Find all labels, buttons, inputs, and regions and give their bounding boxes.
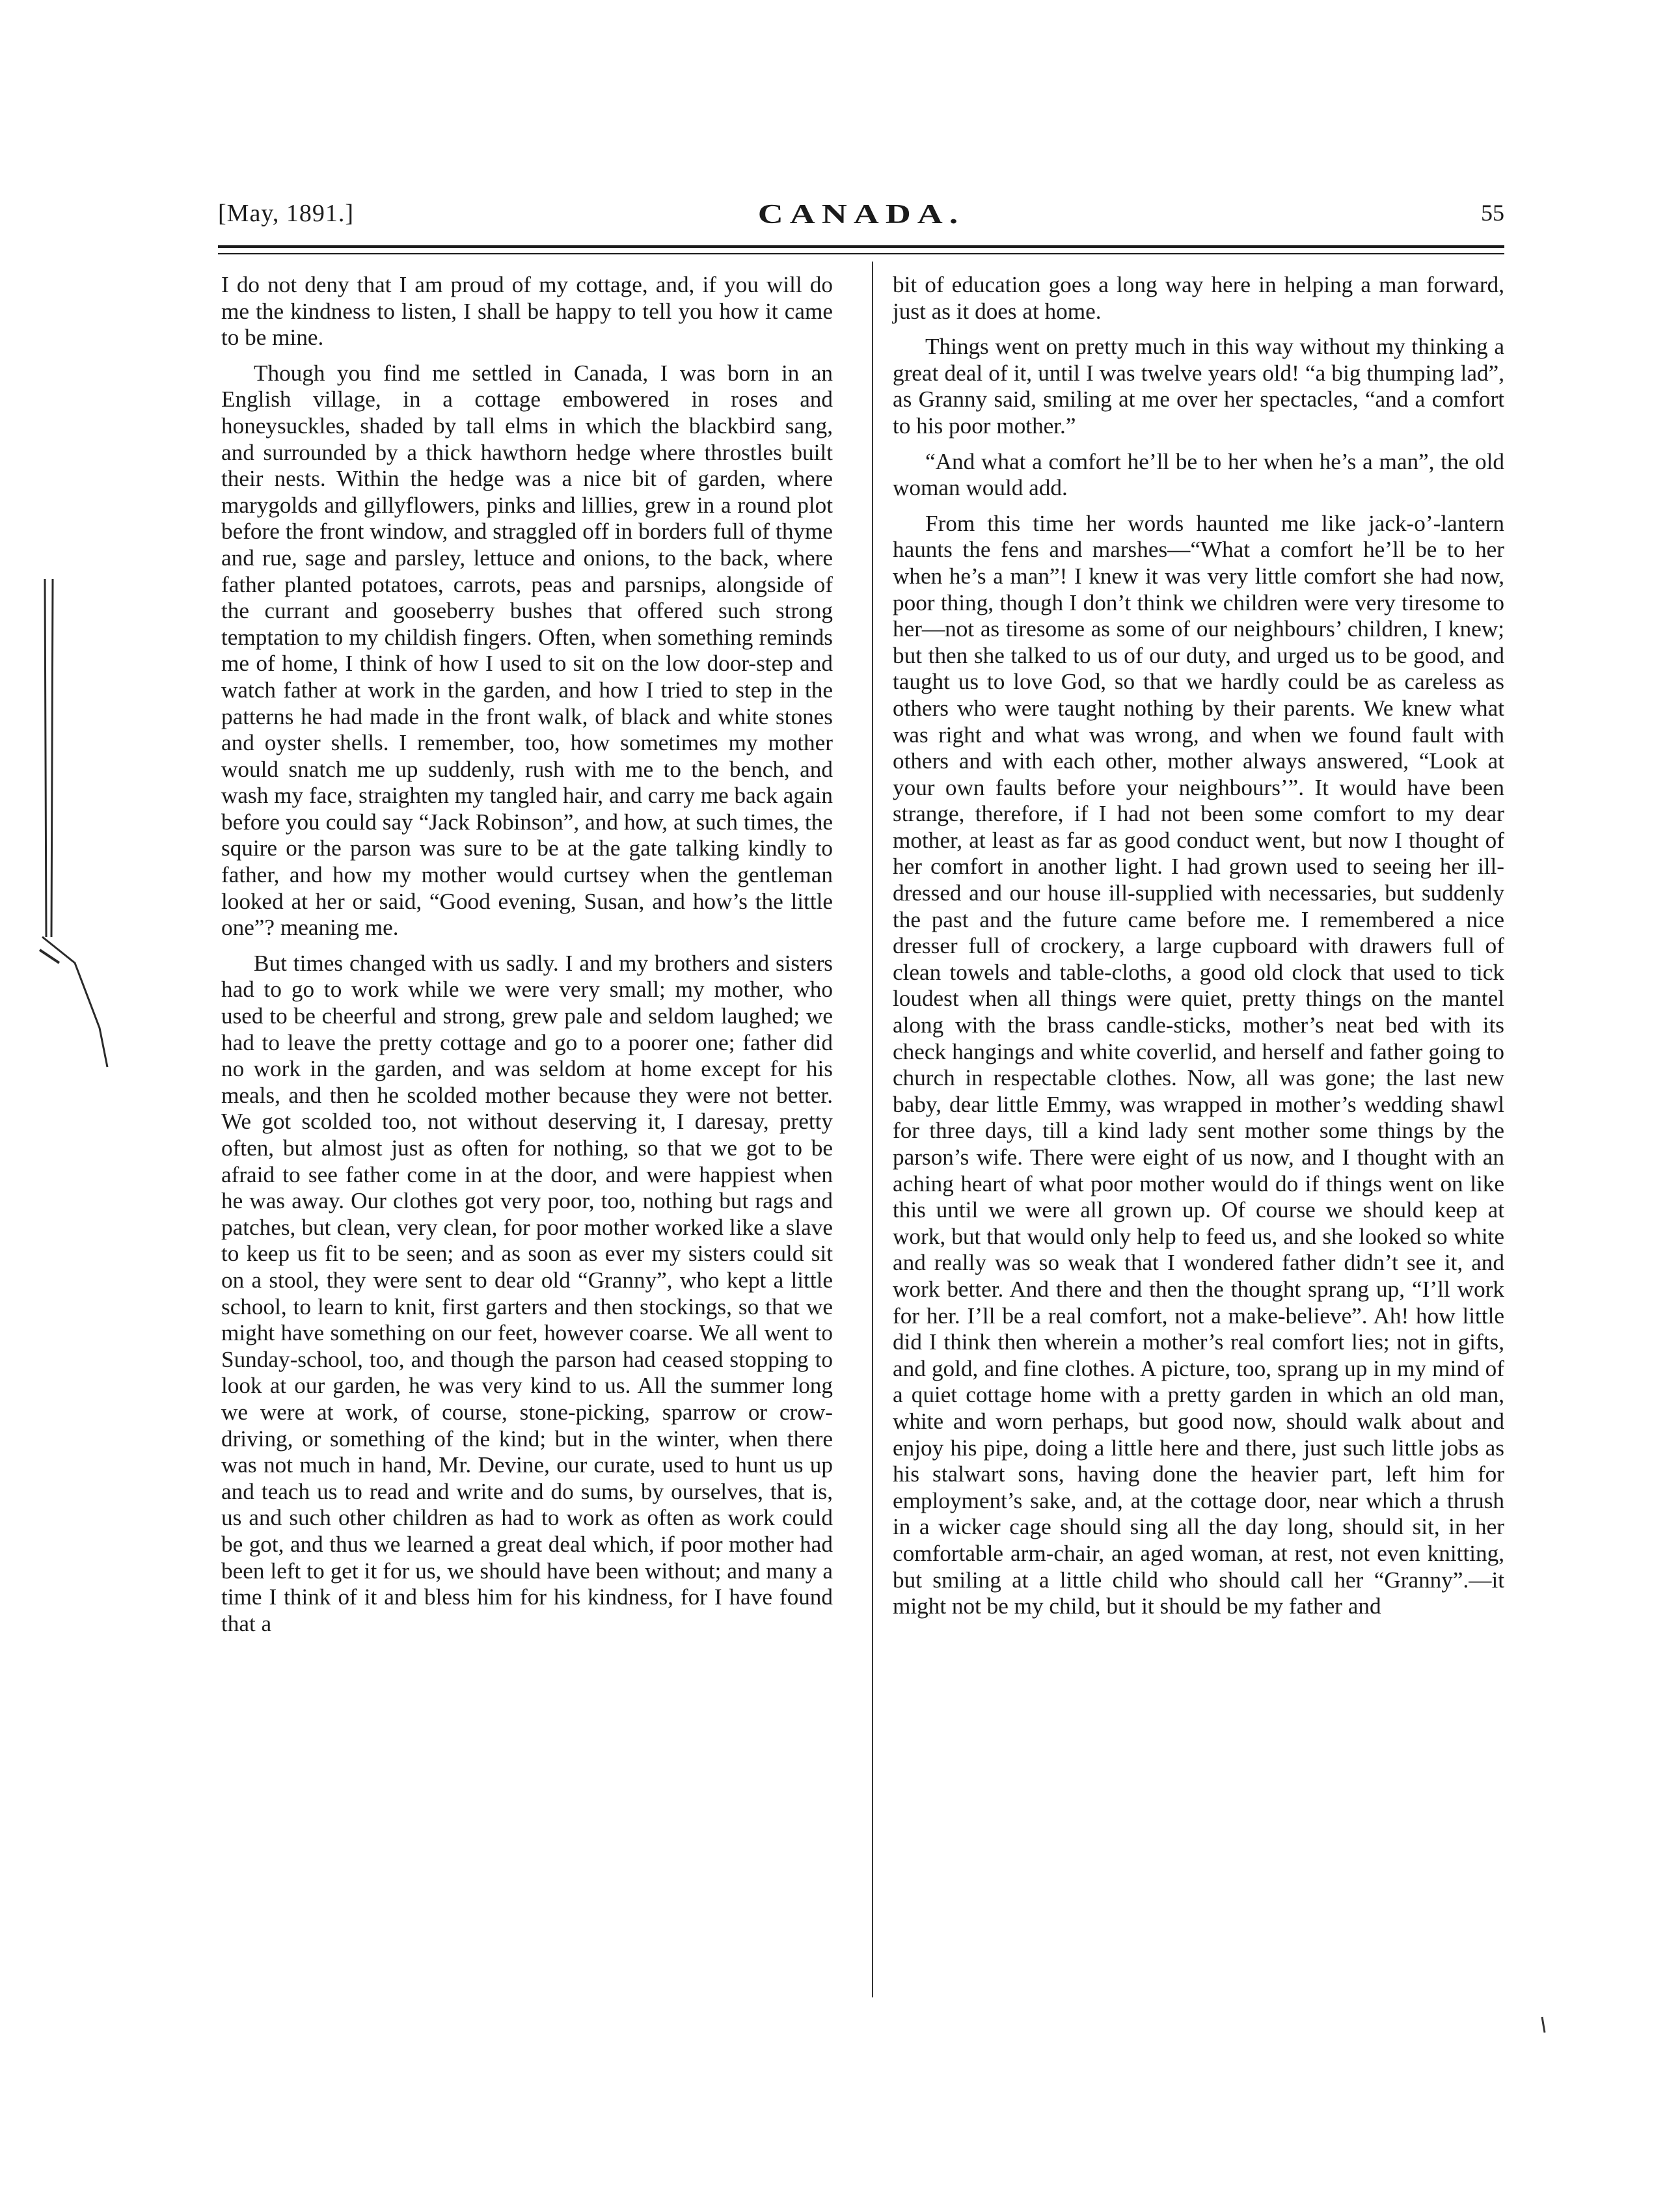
margin-ink-mark <box>36 573 114 1093</box>
page-header <box>218 194 1504 239</box>
paragraph: “And what a comfort he’ll be to her when he’s a man”, the old woman would add. <box>893 448 1504 501</box>
paragraph: From this time her words haunted me like jack-o’-lantern haunts the fens and marshes—“What a comfort he’ll be to her when he’s a man”! I knew it was very little comfort she had now, poor thing, though I don’t think we children were very tiresome to her—not as tiresome as some of our neighbours’ children, I knew; but then she talked to us of our duty, and urged us to be good, and taught us to love God, so that we hardly could be as careless as others who were taught nothing by their parents. We knew what was right and what was wrong, and when we found fault with others and with each other, mother always answered, “Look at your own faults before your neighbours’”. It would have been strange, therefore, if I had not been some comfort to my dear mother, at least as far as good conduct went, but now I thought of her comfort in another light. I had grown used to seeing her ill-dressed and our house ill-supplied with necessaries, but suddenly the past and the future came before me. I remembered a nice dresser full of crockery, a large cupboard with drawers full of clean towels and table-cloths, a good old clock that used to tick loudest when all things were quiet, pretty things on the mantel along with the brass candle-sticks, mother’s neat bed with its check hangings and white coverlid, and herself and father going to church in respectable clothes. Now, all was gone; the last new baby, dear little Emmy, was wrapped in mother’s wedding shawl for three days, till a kind lady sent mother some things by the parson’s wife. There were eight of us now, and I thought with an aching heart of what poor mother would do if things went on like this until we were all grown up. Of course we should keep at work, but that would only help to feed us, and she looked so white and really was so weak that I wondered father didn’t see it, and work better. And there and then the thought sprang up, “I’ll work for her. I’ll be a real comfort, not a make-believe”. Ah! how little did I think then wherein a mother’s real comfort lies; not in gifts, and gold, and fine clothes. A picture, too, sprang up in my mind of a quiet cottage home with a pretty garden in which an old man, white and worn perhaps, but good now, should walk about and enjoy his pipe, doing a little here and there, just such little jobs as his stalwart sons, having done the heavier part, left him for employment’s sake, and, at the cottage door, near which a thrush in a wicker cage should sing all the day long, should sit, in her comfortable arm-chair, an aged woman, at rest, not even knitting, but smiling at a little child who should call her “Granny”.—it might not be my child, but it should be my father and <box>893 510 1504 1619</box>
right-column <box>893 272 1504 1629</box>
paragraph: bit of education goes a long way here in helping a man forward, just as it does at home. <box>893 272 1504 324</box>
publication-title: CANADA. <box>757 198 965 230</box>
header-rule-thin <box>218 253 1504 254</box>
issue-date: [May, 1891.] <box>218 200 354 227</box>
header-rule-thick <box>218 245 1504 248</box>
column-divider <box>872 262 873 1997</box>
page-number: 55 <box>1481 200 1504 226</box>
paragraph: Things went on pretty much in this way without my thinking a great deal of it, until I was twelve years old! “a big thumping lad”, as Granny said, smiling at me over her spectacles, “and a comfort to his poor mother.” <box>893 334 1504 439</box>
left-column <box>221 272 833 1646</box>
paragraph: I do not deny that I am proud of my cottage, and, if you will do me the kindness to listen, I shall be happy to tell you how it came to be mine. <box>221 272 833 351</box>
corner-speck <box>1529 2004 1555 2056</box>
paragraph: Though you find me settled in Canada, I was born in an English village, in a cottage embowered in roses and honeysuckles, shaded by tall elms in which the blackbird sang, and surrounded by a thick hawthorn hedge where throstles built their nests. Within the hedge was a nice bit of garden, where marygolds and gillyflowers, pinks and lillies, grew in a round plot before the front window, and straggled off in borders full of thyme and rue, sage and parsley, lettuce and onions, to the back, where father planted potatoes, carrots, peas and parsnips, alongside of the currant and gooseberry bushes that offered such strong temptation to my childish fingers. Often, when something reminds me of home, I think of how I used to sit on the low door-step and watch father at work in the garden, and how I tried to step in the patterns he had made in the front walk, of black and white stones and oyster shells. I remember, too, how sometimes my mother would snatch me up suddenly, rush with me to the bench, and wash my face, straighten my tangled hair, and carry me back again before you could say “Jack Robinson”, and how, at such times, the squire or the parson was sure to be at the gate talking kindly to father, and how my mother would curtsey when the gentleman looked at her or said, “Good evening, Susan, and how’s the little one”? meaning me. <box>221 360 833 941</box>
paragraph: But times changed with us sadly. I and my brothers and sisters had to go to work while we were very small; my mother, who used to be cheerful and strong, grew pale and seldom laughed; we had to leave the pretty cottage and go to a poorer one; father did no work in the garden, and was seldom at home except for his meals, and then he scolded mother because they were not better. We got scolded too, not without deserving it, I daresay, pretty often, but almost just as often for nothing, so that we got to be afraid to see father come in at the door, and were happiest when he was away. Our clothes got very poor, too, nothing but rags and patches, but clean, very clean, for poor mother worked like a slave to keep us fit to be seen; and as soon as ever my sisters could sit on a stool, they were sent to dear old “Granny”, who kept a little school, to learn to knit, first garters and then stockings, so that we might have something on our feet, however coarse. We all went to Sunday-school, too, and though the parson had ceased stopping to look at our garden, he was very kind to us. All the summer long we were at work, of course, stone-picking, sparrow or crow-driving, or something of the kind; but in the winter, when there was not much in hand, Mr. Devine, our curate, used to hunt us up and teach us to read and write and do sums, by ourselves, that is, us and such other children as had to work as often as work could be got, and thus we learned a great deal which, if poor mother had been left to get it for us, we should have been without; and many a time I think of it and bless him for his kindness, for I have found that a <box>221 950 833 1636</box>
